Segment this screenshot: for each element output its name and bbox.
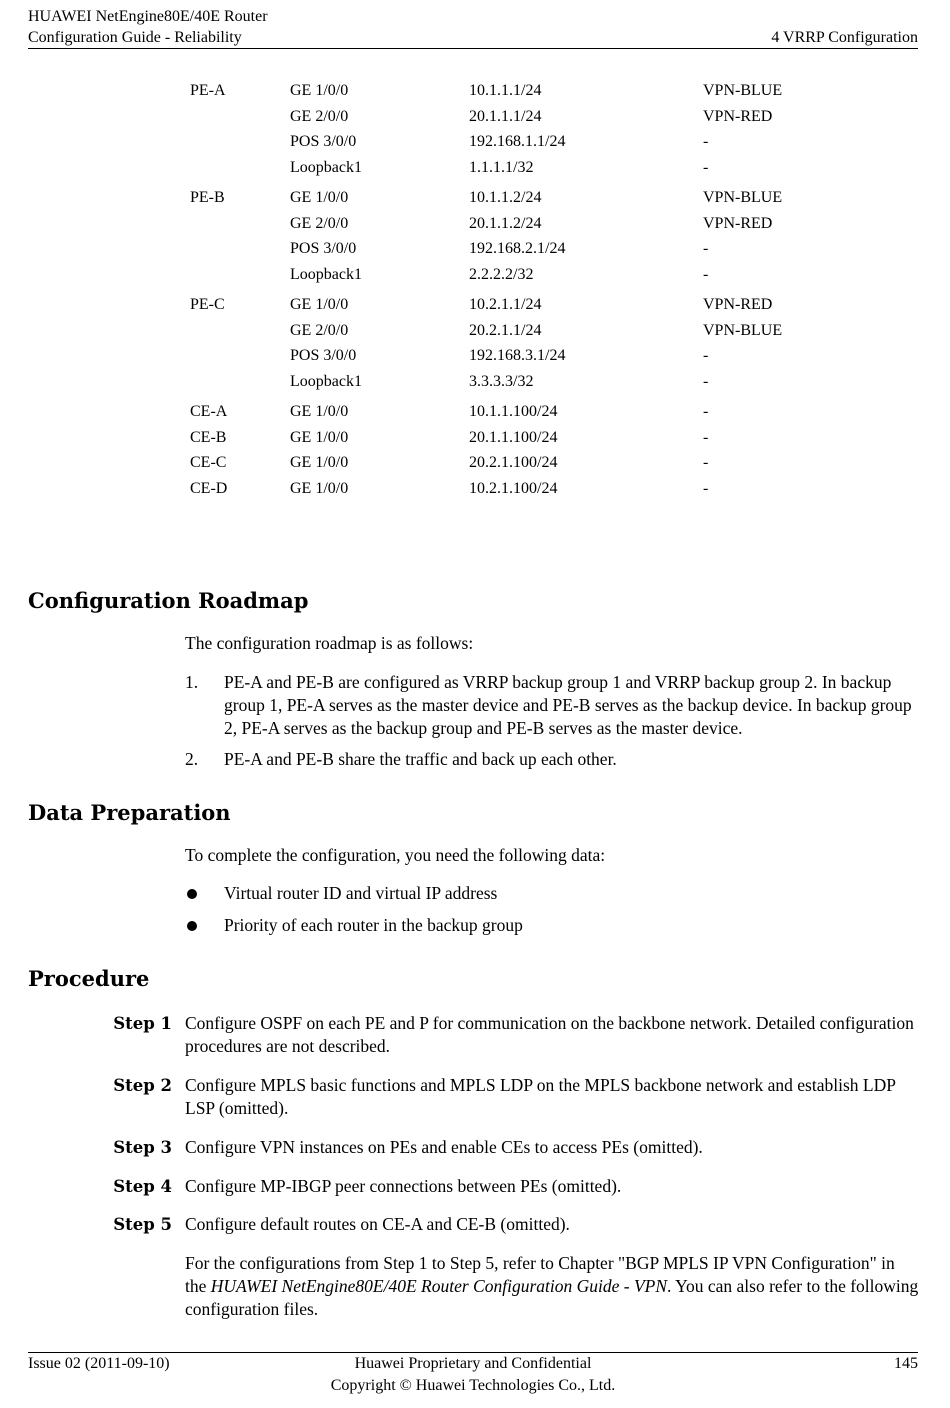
device-cell <box>190 236 290 262</box>
interface-cell: POS 3/0/0 <box>290 240 357 257</box>
interface-cell: GE 1/0/0 <box>290 403 349 420</box>
vpn-instance-cell: - <box>703 479 709 497</box>
interface-cell: GE 1/0/0 <box>290 82 349 99</box>
device-cell <box>190 104 290 130</box>
header-divider <box>28 48 918 49</box>
device-cell: CE-B <box>190 428 227 446</box>
procedure-note <box>185 1252 920 1321</box>
roadmap-item-number: 2. <box>185 749 199 769</box>
vpn-instance-cell: - <box>703 240 709 257</box>
table-row <box>190 450 782 476</box>
table-row <box>190 78 782 104</box>
header-guide-title: Configuration Guide - Reliability <box>28 29 242 46</box>
interface-cell: GE 1/0/0 <box>290 428 349 446</box>
vpn-instance-cell: VPN-BLUE <box>703 82 783 99</box>
procedure-step <box>28 1213 920 1236</box>
interface-cell: Loopback1 <box>290 372 362 390</box>
interface-cell: GE 1/0/0 <box>290 479 349 497</box>
procedure-note-text: For the configurations from Step 1 to Step 5, refer to Chapter "BGP MPLS IP VPN Configuration" in the <box>185 1253 895 1296</box>
ip-address-cell: 20.2.1.1/24 <box>469 321 542 339</box>
roadmap-item-text: PE-A and PE-B share the traffic and back up each other. <box>224 749 617 769</box>
header-product-title: HUAWEI NetEngine80E/40E Router <box>28 8 268 25</box>
bullet-dot-icon <box>187 889 197 899</box>
step-label: Step 3 <box>113 1138 172 1157</box>
table-row <box>190 425 782 451</box>
data-prep-intro: To complete the configuration, you need the following data: <box>185 845 606 865</box>
interface-cell: POS 3/0/0 <box>290 347 357 364</box>
section-heading-roadmap: Configuration Roadmap <box>28 588 309 613</box>
interface-cell: POS 3/0/0 <box>290 133 357 150</box>
vpn-instance-cell: VPN-BLUE <box>703 321 783 339</box>
table-row <box>190 287 782 318</box>
section-heading-data-preparation: Data Preparation <box>28 800 231 825</box>
ip-address-cell: 10.2.1.1/24 <box>469 296 542 313</box>
ip-address-cell: 3.3.3.3/32 <box>469 372 534 390</box>
vpn-instance-cell: - <box>703 265 709 283</box>
device-cell: CE-A <box>190 403 228 420</box>
footer-center <box>28 1353 918 1397</box>
step-label: Step 1 <box>113 1014 172 1033</box>
table-row <box>190 129 782 155</box>
roadmap-item <box>185 748 920 771</box>
vpn-instance-cell: - <box>703 372 709 390</box>
bullet-dot-icon <box>187 921 197 931</box>
device-cell <box>190 262 290 288</box>
vpn-instance-cell: - <box>703 158 709 176</box>
bullet-item <box>185 882 920 905</box>
ip-address-cell: 10.1.1.1/24 <box>469 82 542 99</box>
footer-page-number: 145 <box>894 1355 918 1372</box>
vpn-instance-cell: VPN-RED <box>703 296 773 313</box>
footer-copyright: Copyright © Huawei Technologies Co., Ltd. <box>330 1377 616 1394</box>
table-row <box>190 318 782 344</box>
bullet-item <box>185 914 920 937</box>
vpn-instance-cell: - <box>703 347 709 364</box>
device-cell <box>190 343 290 369</box>
ip-address-cell: 2.2.2.2/32 <box>469 265 534 283</box>
device-cell <box>190 369 290 395</box>
table-row <box>190 155 782 181</box>
device-cell: PE-B <box>190 189 225 206</box>
interface-cell: GE 2/0/0 <box>290 321 349 339</box>
step-text: Configure MP-IBGP peer connections between PEs (omitted). <box>185 1176 622 1196</box>
device-cell <box>190 129 290 155</box>
device-cell <box>190 155 290 181</box>
ip-address-cell: 20.2.1.100/24 <box>469 454 558 471</box>
procedure-note-guide-title: HUAWEI NetEngine80E/40E Router Configuration Guide - VPN <box>210 1276 667 1296</box>
interface-cell: GE 1/0/0 <box>290 296 349 313</box>
vpn-instance-cell: - <box>703 428 709 446</box>
table-row <box>190 180 782 211</box>
device-cell: CE-C <box>190 454 227 471</box>
roadmap-item <box>185 671 920 740</box>
table-row <box>190 369 782 395</box>
footer-proprietary: Huawei Proprietary and Confidential <box>354 1355 592 1372</box>
interface-cell: Loopback1 <box>290 265 362 283</box>
step-label: Step 4 <box>113 1177 172 1196</box>
step-text: Configure OSPF on each PE and P for communication on the backbone network. Detailed configuration procedures are not described. <box>185 1013 914 1056</box>
ip-address-cell: 192.168.2.1/24 <box>469 240 566 257</box>
roadmap-item-number: 1. <box>185 672 199 692</box>
interface-cell: GE 1/0/0 <box>290 189 349 206</box>
table-row <box>190 343 782 369</box>
vpn-instance-cell: VPN-RED <box>703 107 773 125</box>
procedure-step <box>28 1012 920 1058</box>
table-row <box>190 211 782 237</box>
device-cell: CE-D <box>190 479 228 497</box>
header-chapter: 4 VRRP Configuration <box>771 29 918 46</box>
procedure-step <box>28 1175 920 1198</box>
bullet-text: Priority of each router in the backup group <box>224 915 523 935</box>
table-row <box>190 236 782 262</box>
vpn-instance-cell: VPN-BLUE <box>703 189 783 206</box>
roadmap-intro: The configuration roadmap is as follows: <box>185 633 474 653</box>
device-cell <box>190 318 290 344</box>
ip-address-cell: 192.168.1.1/24 <box>469 133 566 150</box>
bullet-text: Virtual router ID and virtual IP address <box>224 883 498 903</box>
table-row <box>190 476 782 502</box>
ip-address-cell: 192.168.3.1/24 <box>469 347 566 364</box>
step-label: Step 2 <box>113 1076 172 1095</box>
interface-table <box>190 78 782 501</box>
ip-address-cell: 1.1.1.1/32 <box>469 158 534 176</box>
table-row <box>190 104 782 130</box>
ip-address-cell: 10.1.1.2/24 <box>469 189 542 206</box>
ip-address-cell: 10.2.1.100/24 <box>469 479 558 497</box>
table-row <box>190 262 782 288</box>
roadmap-item-text: PE-A and PE-B are configured as VRRP backup group 1 and VRRP backup group 2. In backup group 1, PE-A serves as the master device and PE-B serves as the backup device. In backup group 2, PE-A serves as the backup group and PE-B serves as the master device. <box>224 672 912 738</box>
interface-cell: GE 2/0/0 <box>290 214 349 232</box>
vpn-instance-cell: - <box>703 454 709 471</box>
vpn-instance-cell: VPN-RED <box>703 214 773 232</box>
page-header <box>28 6 918 48</box>
interface-cell: GE 2/0/0 <box>290 107 349 125</box>
ip-address-cell: 20.1.1.1/24 <box>469 107 542 125</box>
interface-cell: GE 1/0/0 <box>290 454 349 471</box>
procedure-step <box>28 1136 920 1159</box>
procedure-step <box>28 1074 920 1120</box>
ip-address-cell: 20.1.1.2/24 <box>469 214 542 232</box>
step-text: Configure default routes on CE-A and CE-B (omitted). <box>185 1214 570 1234</box>
procedure-note-text-end: . You can also refer to the following configuration files. <box>185 1276 919 1319</box>
section-heading-procedure: Procedure <box>28 966 150 991</box>
footer-issue: Issue 02 (2011-09-10) <box>28 1355 170 1372</box>
vpn-instance-cell: - <box>703 403 709 420</box>
interface-cell: Loopback1 <box>290 158 362 176</box>
vpn-instance-cell: - <box>703 133 709 150</box>
step-text: Configure MPLS basic functions and MPLS LDP on the MPLS backbone network and establish LDP LSP (omitted). <box>185 1075 896 1118</box>
ip-address-cell: 20.1.1.100/24 <box>469 428 558 446</box>
table-row <box>190 394 782 425</box>
device-cell: PE-A <box>190 82 226 99</box>
device-cell <box>190 211 290 237</box>
step-label: Step 5 <box>113 1215 172 1234</box>
ip-address-cell: 10.1.1.100/24 <box>469 403 558 420</box>
step-text: Configure VPN instances on PEs and enable CEs to access PEs (omitted). <box>185 1137 703 1157</box>
device-cell: PE-C <box>190 296 225 313</box>
